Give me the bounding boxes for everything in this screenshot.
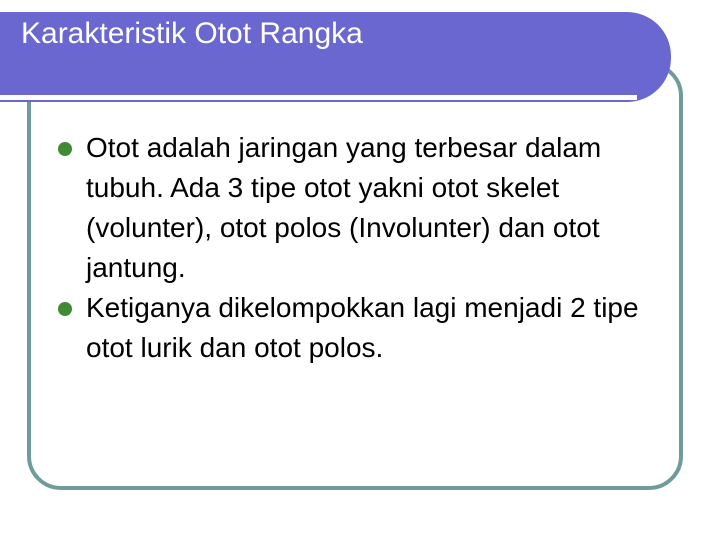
bullet-dot-icon [58,302,72,316]
bullet-list [58,128,678,368]
bullet-text: Ketiganya dikelompokkan lagi menjadi 2 tipe otot lurik dan otot polos. [86,292,639,363]
slide-title: Karakteristik Otot Rangka [21,17,363,50]
title-divider [0,95,637,100]
bullet-item [58,128,678,288]
bullet-text: Otot adalah jaringan yang terbesar dalam tubuh. Ada 3 tipe otot yakni otot skelet (volunter), otot polos (Involunter) dan otot jantung. [86,132,602,283]
bullet-item [58,288,678,368]
bullet-dot-icon [58,142,72,156]
